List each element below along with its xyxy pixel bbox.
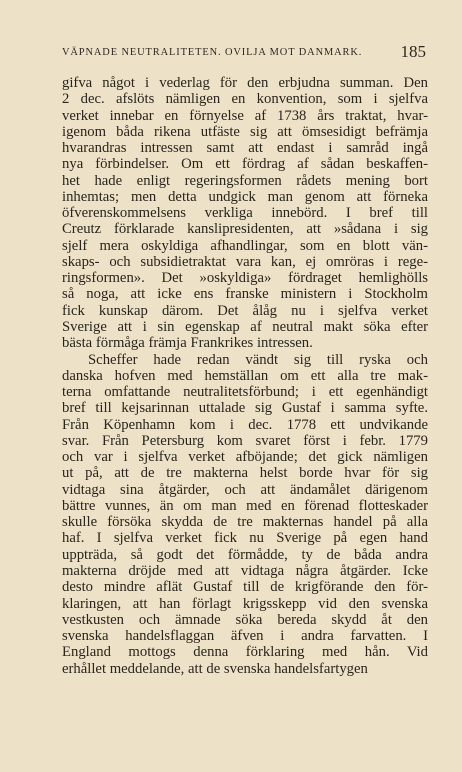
text-line: öfverenskommelsens verkliga innebörd. I bref till	[62, 205, 428, 222]
paragraph	[62, 75, 428, 352]
text-line: danska hofven med hemställan om ett alla tre mak-	[62, 367, 428, 384]
text-line: uppträda, så godt det förmådde, ty de båda andra	[62, 546, 428, 563]
text-line: 2 dec. afslöts nämligen en konvention, som i sjelfva	[62, 91, 428, 108]
body-text	[62, 75, 428, 677]
text-line: bref till kejsarinnan uttalade sig Gustaf i samma syfte.	[62, 400, 428, 417]
text-line: haf. I sjelfva verket fick nu Sverige på egen hand	[62, 530, 428, 547]
text-line: Creutz förklarade kanslipresidenten, att »sådana i sig	[62, 221, 428, 238]
text-line: hvarandras intressen samt att endast i samråd ingå	[62, 140, 428, 157]
page-number: 185	[400, 42, 426, 61]
text-line: makterna dröjde med att vidtaga några åtgärder. Icke	[62, 562, 428, 579]
text-line: fick kunskap därom. Det ålåg nu i sjelfva verket	[62, 302, 428, 319]
text-line: Sverige att i sin egenskap af neutral makt söka efter	[62, 318, 428, 335]
text-line: nya förbindelser. Om ett fördrag af sådan beskaffen-	[62, 156, 428, 173]
text-line: ut på, att de tre makterna helst borde hvar för sig	[62, 465, 428, 482]
text-line: igenom båda rikena utfäste sig att ömsesidigt befrämja	[62, 123, 428, 140]
text-line: svenska handelsflaggan äfven i andra farvatten. I	[62, 628, 428, 645]
text-line: England mottogs denna förklaring med hån. Vid	[62, 644, 428, 661]
text-line: Från Köpenhamn kom i dec. 1778 ett undvikande	[62, 416, 428, 433]
text-line: och var i sjelfva verket afböjande; det gick nämligen	[62, 449, 428, 466]
paragraph	[62, 352, 428, 677]
text-line: skulle försöka skydda de tre makternas handel på alla	[62, 514, 428, 531]
text-line: erhållet meddelande, att de svenska handelsfartygen	[62, 660, 368, 677]
text-line: vestkusten och ämnade söka bereda skydd åt den	[62, 611, 428, 628]
text-line: gifva något i vederlag för den erbjudna summan. Den	[62, 75, 428, 91]
text-line: svar. Från Petersburg kom svaret först i febr. 1779	[62, 432, 428, 449]
text-line: Scheffer hade redan vändt sig till ryska och	[88, 351, 428, 368]
text-line: verket innebar en förnyelse af 1738 års traktat, hvar-	[62, 107, 428, 124]
text-line: klaringen, att han förlagt krigsskepp vid den svenska	[62, 595, 428, 612]
text-line: bättre vunnes, än om man med en förenad flotteskader	[62, 497, 428, 514]
running-head: VÄPNADE NEUTRALITETEN. OVILJA MOT DANMARK.	[62, 47, 363, 58]
text-line: ringsformen». Det »oskyldiga» fördraget hemlighölls	[62, 270, 428, 287]
text-line: terna omfattande neutralitetsförbund; i ett egenhändigt	[62, 384, 428, 401]
text-line: het hade enligt regeringsformen rådets mening bort	[62, 172, 428, 189]
text-line: inhemtas; men detta undgick man genom att förneka	[62, 188, 428, 205]
text-line: så noga, att icke ens franske ministern i Stockholm	[62, 286, 428, 303]
text-line: desto mindre aflät Gustaf till de krigförande den för-	[62, 579, 428, 596]
text-line: bästa förmåga främja Frankrikes intressen.	[62, 335, 313, 352]
text-line: sjelf mera oskyldiga afhandlingar, som en blott vän-	[62, 237, 428, 254]
text-line: skaps- och subsidietraktat vara kan, ej omröras i rege-	[62, 253, 428, 270]
text-line: vidtaga sina åtgärder, och att ändamålet därigenom	[62, 481, 428, 498]
page-header	[62, 43, 426, 61]
